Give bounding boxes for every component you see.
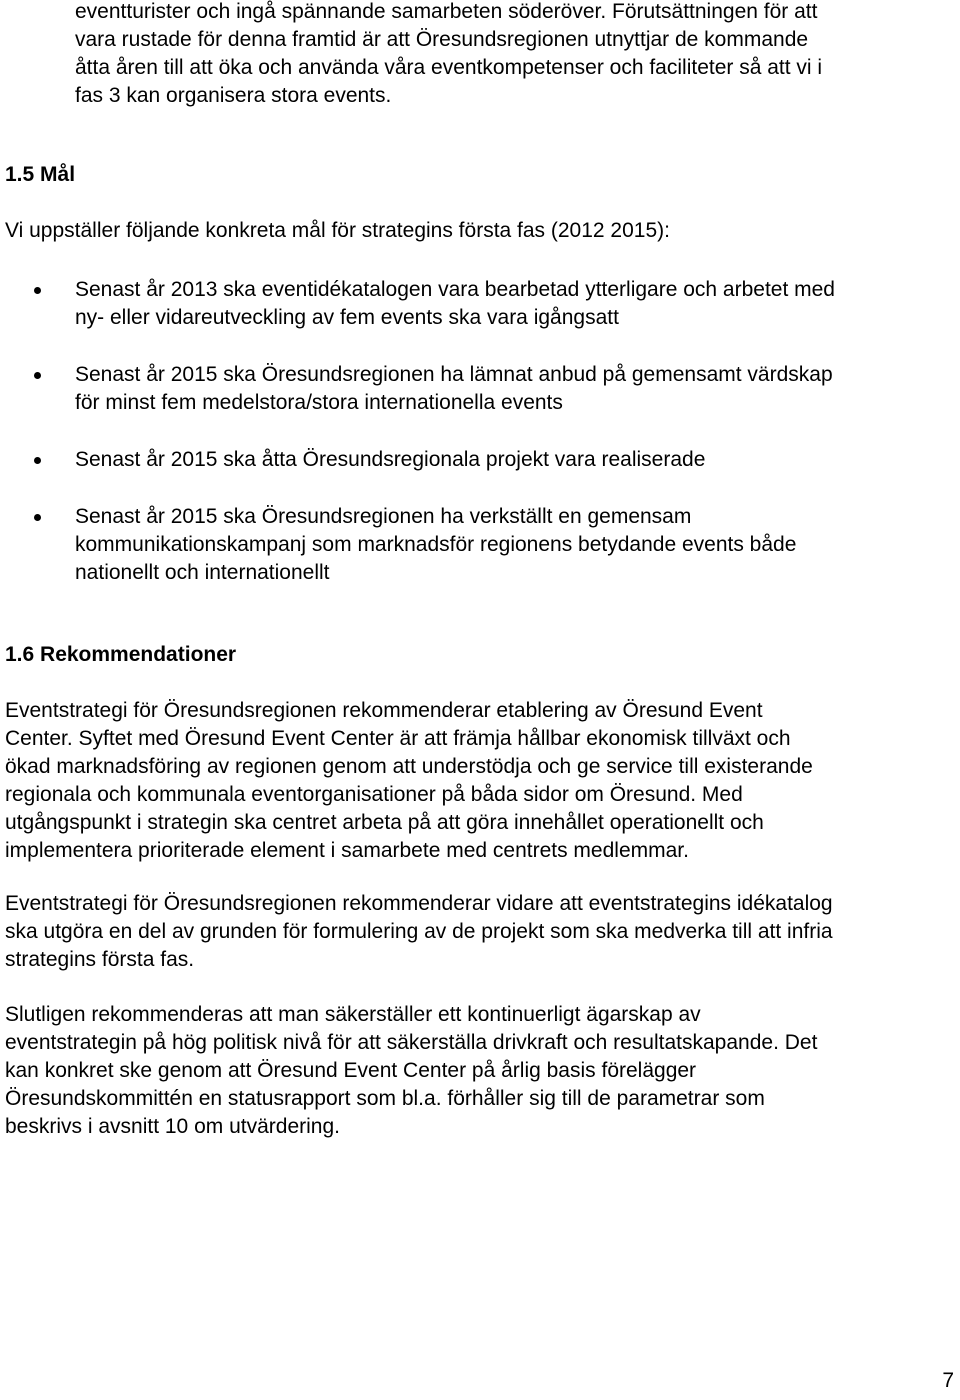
bullet-icon	[34, 287, 41, 294]
list-item-text: Senast år 2015 ska Öresundsregionen ha verkställt en gemensam kommunikationskampanj som marknadsför regionens betydande events både nationellt och internationellt	[75, 505, 797, 584]
recommendation-paragraph: Slutligen rekommenderas att man säkerställer ett kontinuerligt ägarskap av eventstrategin på hög politisk nivå för att säkerställa drivkraft och resultatskapande. Det kan konkret ske genom att Öresund Event Center på årlig basis förelägger Öresundskommittén en statusrapport som bl.a. förhåller sig till de parametrar som beskrivs i avsnitt 10 om utvärdering.	[5, 1003, 818, 1138]
bullet-icon	[34, 457, 41, 464]
section-heading-mal: 1.5 Mål	[5, 163, 76, 186]
bullet-icon	[34, 514, 41, 521]
page-number: 7	[942, 1369, 954, 1392]
list-item-text: Senast år 2015 ska åtta Öresundsregionala projekt vara realiserade	[75, 448, 706, 471]
list-item-text: Senast år 2013 ska eventidékatalogen vara bearbetad ytterligare och arbetet med ny- eller vidareutveckling av fem events ska vara igångsatt	[75, 278, 835, 329]
section-heading-rekommendationer: 1.6 Rekommendationer	[5, 643, 237, 666]
bullet-icon	[34, 372, 41, 379]
recommendation-paragraph: Eventstrategi för Öresundsregionen rekommenderar etablering av Öresund Event Center. Syftet med Öresund Event Center är att främja hållbar ekonomisk tillväxt och ökad marknadsföring av regionen genom att understödja och ge service till existerande regionala och kommunala eventorganisationer på båda sidor om Öresund. Med utgångspunkt i strategin ska centret arbeta på att göra innehållet operationellt och implementera prioriterade element i samarbete med centrets medlemmar.	[5, 699, 813, 862]
goals-lead-paragraph: Vi uppställer följande konkreta mål för strategins första fas (2012 2015):	[5, 219, 670, 242]
recommendation-paragraph: Eventstrategi för Öresundsregionen rekommenderar vidare att eventstrategins idékatalog ska utgöra en del av grunden för formulering av de projekt som ska medverka till att infria strategins första fas.	[5, 892, 833, 971]
list-item-text: Senast år 2015 ska Öresundsregionen ha lämnat anbud på gemensamt värdskap för minst fem medelstora/stora internationella events	[75, 363, 833, 414]
intro-paragraph: eventturister och ingå spännande samarbeten söderöver. Förutsättningen för att vara rustade för denna framtid är att Öresundsregionen utnyttjar de kommande åtta åren till att öka och använda våra eventkompetenser och faciliteter så att vi i fas 3 kan organisera stora events.	[75, 0, 823, 107]
